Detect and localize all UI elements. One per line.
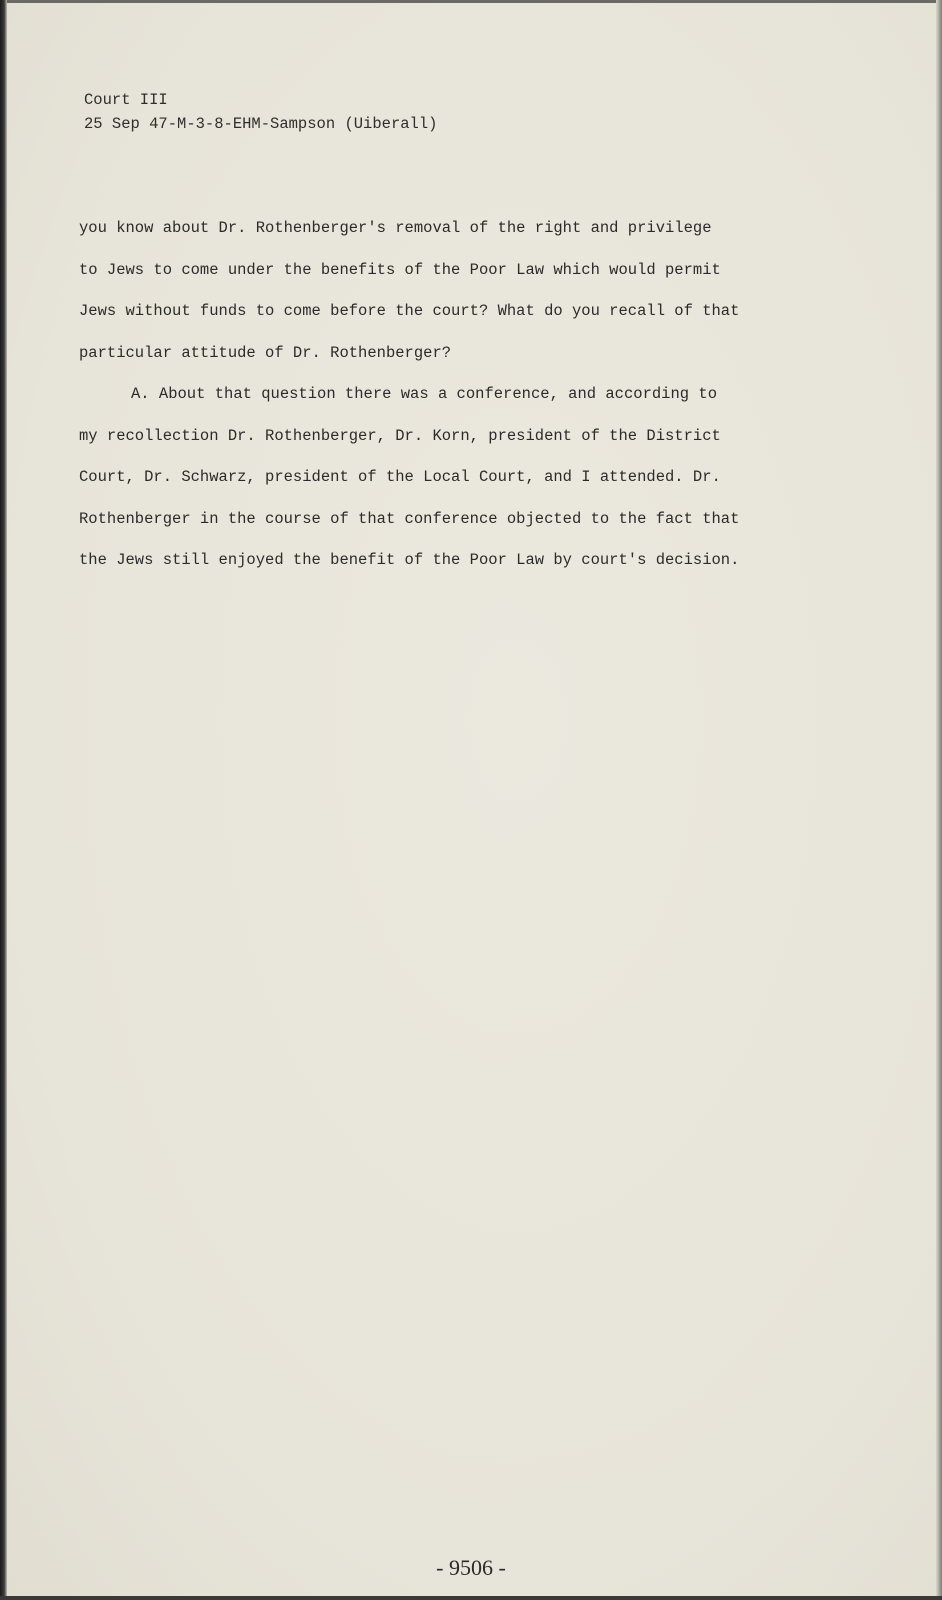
transcript-line: to Jews to come under the benefits of the Poor Law which would permit [79, 260, 721, 279]
transcript-line: Court, Dr. Schwarz, president of the Local Court, and I attended. Dr. [79, 468, 721, 486]
header-court: Court III [84, 91, 168, 109]
header-session-info: 25 Sep 47-M-3-8-EHM-Sampson (Uiberall) [84, 115, 438, 133]
transcript-line: my recollection Dr. Rothenberger, Dr. Korn, president of the District [79, 426, 721, 445]
transcript-line: the Jews still enjoyed the benefit of the Poor Law by court's decision. [79, 551, 740, 569]
transcript-line: Jews without funds to come before the court? What do you recall of that [79, 302, 740, 320]
transcript-line: Rothenberger in the course of that conference objected to the fact that [79, 509, 740, 528]
transcript-line: you know about Dr. Rothenberger's removal of the right and privilege [79, 219, 712, 237]
page-number: - 9506 - [436, 1555, 506, 1580]
document-header [84, 88, 437, 136]
scan-edge-bottom [0, 1596, 942, 1600]
transcript-body [79, 208, 819, 582]
scan-edge-right [936, 0, 942, 1600]
transcript-line: particular attitude of Dr. Rothenberger? [79, 343, 452, 362]
scan-edge-left [0, 0, 7, 1600]
transcript-line-answer-start: A. About that question there was a conference, and according to [131, 385, 717, 403]
